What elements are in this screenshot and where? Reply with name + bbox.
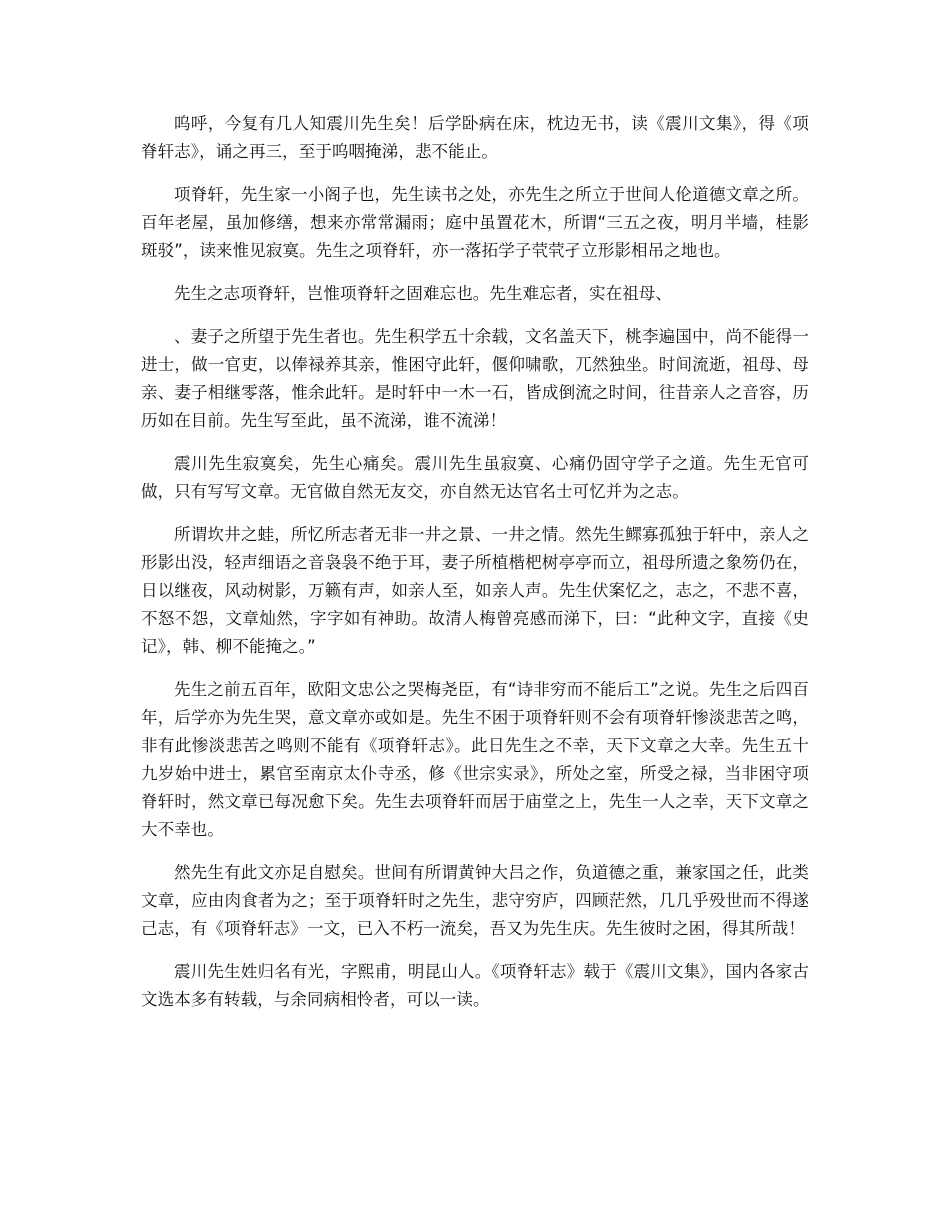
paragraph-1: 呜呼，今复有几人知震川先生矣！后学卧病在床，枕边无书，读《震川文集》，得《项脊轩志》，诵之再三，至于呜咽掩涕，悲不能止。 <box>141 114 809 161</box>
paragraph-6: 所谓坎井之蛙，所忆所志者无非一井之景、一井之情。然先生鳏寡孤独于轩中，亲人之形影出没，轻声细语之音袅袅不绝于耳，妻子所植楷杷树亭亭而立，祖母所遗之象笏仍在，日以继夜，风动树影，万籁有声，如亲人至，如亲人声。先生伏案忆之，志之，不悲不喜，不怒不怨，文章灿然，字字如有神助。故清人梅曾亮感而涕下，曰：“此种文字，直接《史记》，韩、柳不能掩之。” <box>141 525 809 656</box>
paragraph-9: 震川先生姓归名有光，字熙甫，明昆山人。《项脊轩志》载于《震川文集》，国内各家古文选本多有转载，与余同病相怜者，可以一读。 <box>141 962 809 1009</box>
paragraph-3: 先生之志项脊轩，岂惟项脊轩之固难忘也。先生难忘者，实在祖母、 <box>174 284 672 303</box>
paragraph-2: 项脊轩，先生家一小阁子也，先生读书之处，亦先生之所立于世间人伦道德文章之所。百年老屋，虽加修缮，想来亦常常漏雨；庭中虽置花木，所谓“三五之夜，明月半墙，桂影斑驳”，读来惟见寂寞。先生之项脊轩，亦一落拓学子茕茕孑立形影相吊之地也。 <box>141 185 809 260</box>
document-body <box>141 110 809 1029</box>
paragraph-5: 震川先生寂寞矣，先生心痛矣。震川先生虽寂寞、心痛仍固守学子之道。先生无官可做，只有写写文章。无官做自然无友交，亦自然无达官名士可忆并为之志。 <box>141 454 809 501</box>
paragraph-4: 、妻子之所望于先生者也。先生积学五十余载，文名盖天下，桃李遍国中，尚不能得一进士，做一官吏，以俸禄养其亲，惟困守此轩，偃仰啸歌，兀然独坐。时间流逝，祖母、母亲、妻子相继零落，惟余此轩。是时轩中一木一石，皆成倒流之时间，往昔亲人之音容，历历如在目前。先生写至此，虽不流涕，谁不流涕！ <box>141 327 809 430</box>
paragraph-7: 先生之前五百年，欧阳文忠公之哭梅尧臣，有“诗非穷而不能后工”之说。先生之后四百年，后学亦为先生哭，意文章亦或如是。先生不困于项脊轩则不会有项脊轩惨淡悲苦之鸣，非有此惨淡悲苦之鸣则不能有《项脊轩志》。此日先生之不幸，天下文章之大幸。先生五十九岁始中进士，累官至南京太仆寺丞，修《世宗实录》，所处之室，所受之禄，当非困守项脊轩时，然文章已每况愈下矣。先生去项脊轩而居于庙堂之上，先生一人之幸，天下文章之大不幸也。 <box>141 680 809 839</box>
paragraph-8: 然先生有此文亦足自慰矣。世间有所谓黄钟大吕之作，负道德之重，兼家国之任，此类文章，应由肉食者为之；至于项脊轩时之先生，悲守穷庐，四顾茫然，几几乎殁世而不得遂己志，有《项脊轩志》一文，已入不朽一流矣，吾又为先生庆。先生彼时之困，得其所哉！ <box>141 863 809 938</box>
